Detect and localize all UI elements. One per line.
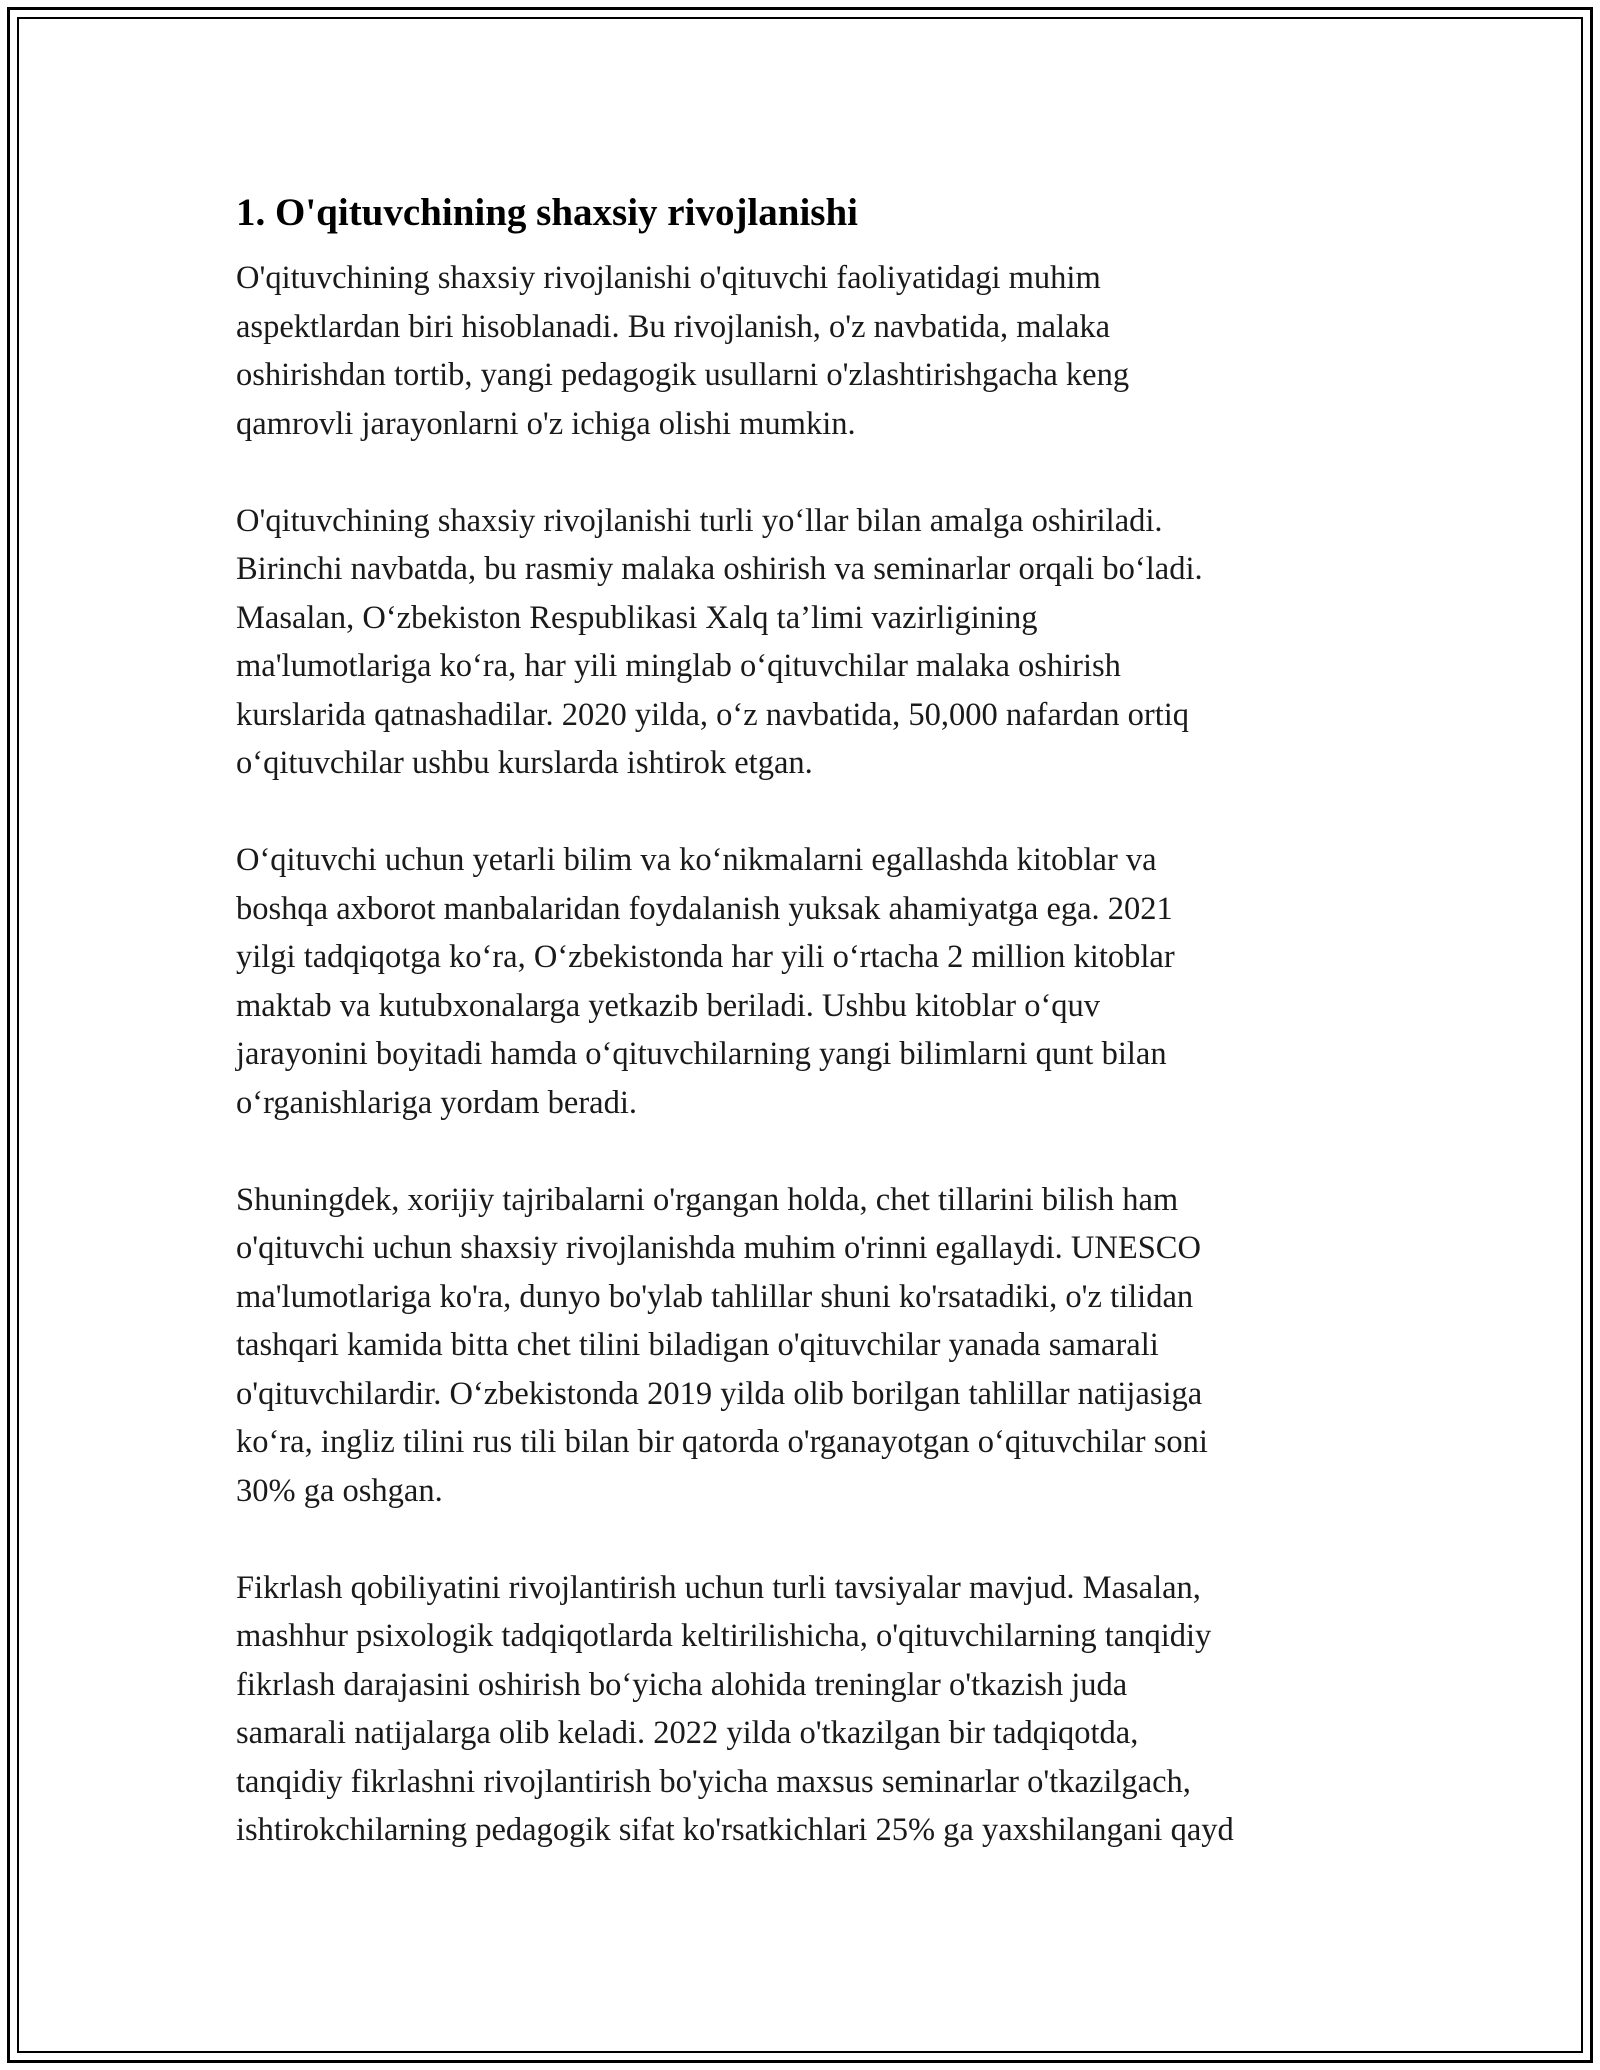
section-heading: 1. O'qituvchining shaxsiy rivojlanishi (236, 191, 859, 234)
text-line: oshirishdan tortib, yangi pedagogik usullarni o'zlashtirishgacha keng (236, 357, 1130, 393)
document-body (236, 186, 1384, 1903)
paragraph-1 (236, 254, 1384, 448)
text-line: mashhur psixologik tadqiqotlarda keltirilishicha, o'qituvchilarning tanqidiy (236, 1618, 1212, 1654)
text-line: samarali natijalarga olib keladi. 2022 yilda o'tkazilgan bir tadqiqotda, (236, 1715, 1139, 1751)
paragraph-4 (236, 1176, 1384, 1516)
text-line: o'qituvchi uchun shaxsiy rivojlanishda muhim o'rinni egallaydi. UNESCO (236, 1230, 1201, 1266)
text-line: Masalan, O‘zbekiston Respublikasi Xalq ta’limi vazirligining (236, 599, 1038, 636)
text-line: ishtirokchilarning pedagogik sifat ko'rsatkichlari 25% ga yaxshilangani qayd (236, 1812, 1234, 1848)
text-line: kurslarida qatnashadilar. 2020 yilda, o‘z navbatida, 50,000 nafardan ortiq (236, 696, 1190, 733)
text-line: O'qituvchining shaxsiy rivojlanishi turli yo‘llar bilan amalga oshiriladi. (236, 502, 1163, 539)
text-line: O'qituvchining shaxsiy rivojlanishi o'qituvchi faoliyatidagi muhim (236, 260, 1101, 296)
text-line: Birinchi navbatda, bu rasmiy malaka oshirish va seminarlar orqali bo‘ladi. (236, 551, 1203, 587)
text-line: o‘rganishlariga yordam beradi. (236, 1084, 637, 1121)
text-line: O‘qituvchi uchun yetarli bilim va ko‘nikmalarni egallashda kitoblar va (236, 842, 1157, 878)
text-line: maktab va kutubxonalarga yetkazib beriladi. Ushbu kitoblar o‘quv (236, 987, 1101, 1024)
text-line: aspektlardan biri hisoblanadi. Bu rivojlanish, o'z navbatida, malaka (236, 308, 1111, 345)
text-line: o‘qituvchilar ushbu kurslarda ishtirok etgan. (236, 745, 813, 781)
text-line: boshqa axborot manbalaridan foydalanish yuksak ahamiyatga ega. 2021 (236, 890, 1173, 927)
text-line: qamrovli jarayonlarni o'z ichiga olishi mumkin. (236, 405, 856, 442)
text-line: fikrlash darajasini oshirish bo‘yicha alohida treninglar o'tkazish juda (236, 1666, 1128, 1703)
text-line: ko‘ra, ingliz tilini rus tili bilan bir qatorda o'rganayotgan o‘qituvchilar soni (236, 1424, 1208, 1460)
text-line: 30% ga oshgan. (236, 1472, 443, 1509)
text-line: o'qituvchilardir. O‘zbekistonda 2019 yilda olib borilgan tahlillar natijasiga (236, 1375, 1203, 1412)
text-line: Shuningdek, xorijiy tajribalarni o'rgangan holda, chet tillarini bilish ham (236, 1181, 1179, 1218)
paragraph-5 (236, 1564, 1384, 1855)
text-line: tashqari kamida bitta chet tilini biladigan o'qituvchilar yanada samarali (236, 1327, 1159, 1363)
text-line: ma'lumotlariga ko‘ra, har yili minglab o‘qituvchilar malaka oshirish (236, 648, 1121, 684)
text-line: Fikrlash qobiliyatini rivojlantirish uchun turli tavsiyalar mavjud. Masalan, (236, 1569, 1201, 1606)
text-line: tanqidiy fikrlashni rivojlantirish bo'yicha maxsus seminarlar o'tkazilgach, (236, 1763, 1191, 1800)
text-line: ma'lumotlariga ko'ra, dunyo bo'ylab tahlillar shuni ko'rsatadiki, o'z tilidan (236, 1278, 1194, 1315)
text-line: yilgi tadqiqotga ko‘ra, O‘zbekistonda har yili o‘rtacha 2 million kitoblar (236, 939, 1175, 975)
paragraph-3 (236, 836, 1384, 1127)
text-line: jarayonini boyitadi hamda o‘qituvchilarning yangi bilimlarni qunt bilan (236, 1036, 1167, 1072)
paragraph-2 (236, 497, 1384, 788)
